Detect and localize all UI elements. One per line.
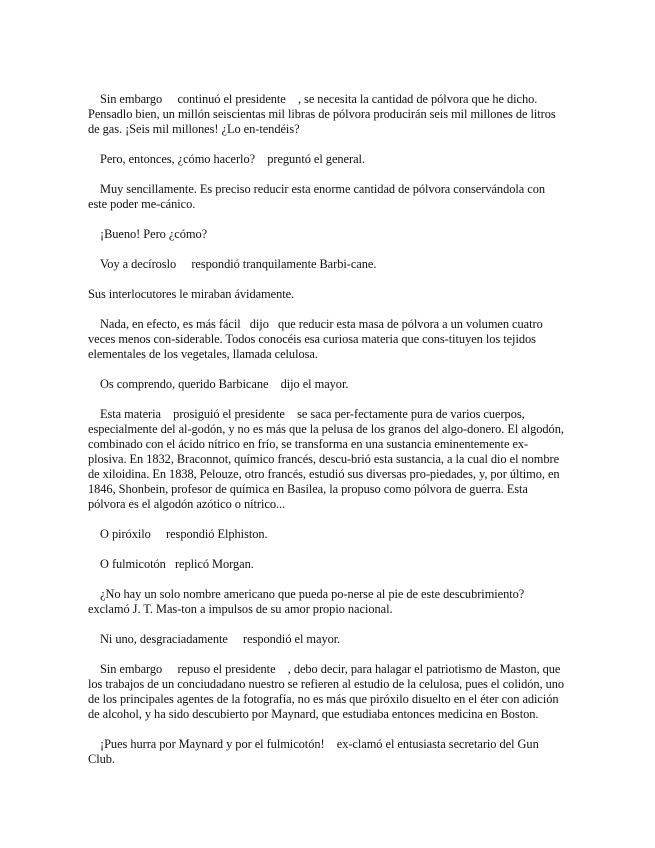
paragraph-7: Nada, en efecto, es más fácil dijo que reducir esta masa de pólvora a un volumen cuatro veces menos con-siderable. Todos conocéis esa curiosa materia que cons-tituyen los tejidos elementales de los vegetales, llamada celulosa. — [88, 317, 546, 361]
paragraph-11: O fulmicotón replicó Morgan. — [100, 557, 254, 571]
paragraph-4: ¡Bueno! Pero ¿cómo? — [100, 227, 208, 241]
paragraph-13: Ni uno, desgraciadamente respondió el mayor. — [100, 632, 341, 646]
paragraph-3: Muy sencillamente. Es preciso reducir esta enorme cantidad de pólvora conservándola con este poder me-cánico. — [88, 182, 549, 211]
paragraph-6: Sus interlocutores le miraban ávidamente. — [88, 287, 295, 301]
paragraph-10: O piróxilo respondió Elphiston. — [100, 527, 268, 541]
paragraph-12: ¿No hay un solo nombre americano que pueda po-nerse al pie de este descubrimiento? exclamó J. T. Mas-ton a impulsos de su amor propio nacional. — [88, 587, 537, 616]
document-page — [88, 92, 566, 782]
paragraph-5: Voy a decíroslo respondió tranquilamente Barbi-cane. — [100, 257, 377, 271]
paragraph-1: Sin embargo continuó el presidente , se necesita la cantidad de pólvora que he dicho. Pensadlo bien, un millón seiscientas mil libras de pólvora producirán seis mil millones de litros de gas. ¡Seis mil millones! ¿Lo en-tendéis? — [88, 92, 559, 136]
paragraph-2: Pero, entonces, ¿cómo hacerlo? preguntó el general. — [100, 152, 365, 166]
paragraph-9: Esta materia prosiguió el presidente se saca per-fectamente pura de varios cuerpos, especialmente del al-godón, y no es más que la pelusa de los granos del algo-donero. El algodón, combinado con el ácido nítrico en frío, se transforma en una sustancia eminentemente ex-plosiva. En 1832, Braconnot, químico francés, descu-brió esta sustancia, a la cual dio el nombre de xiloidina. En 1838, Pelouze, otro francés, estudió sus diversas pro-piedades, y, por último, en 1846, Shonbein, profesor de química en Basilea, la propuso como pólvora de guerra. Esta pólvora es el algodón azótico o nítrico... — [88, 407, 567, 511]
paragraph-14: Sin embargo repuso el presidente , debo decir, para halagar el patriotismo de Maston, que los trabajos de un conciudadano nuestro se refieren al estudio de la celulosa, pues el colidón, uno de los principales agentes de la fotografía, no es más que piróxilo disuelto en el éter con adición de alcohol, y ha sido descubierto por Maynard, que estudiaba entonces medicina en Boston. — [88, 662, 568, 721]
paragraph-8: Os comprendo, querido Barbicane dijo el mayor. — [100, 377, 349, 391]
paragraph-15: ¡Pues hurra por Maynard y por el fulmicotón! ex-clamó el entusiasta secretario del Gun Club. — [88, 737, 548, 766]
